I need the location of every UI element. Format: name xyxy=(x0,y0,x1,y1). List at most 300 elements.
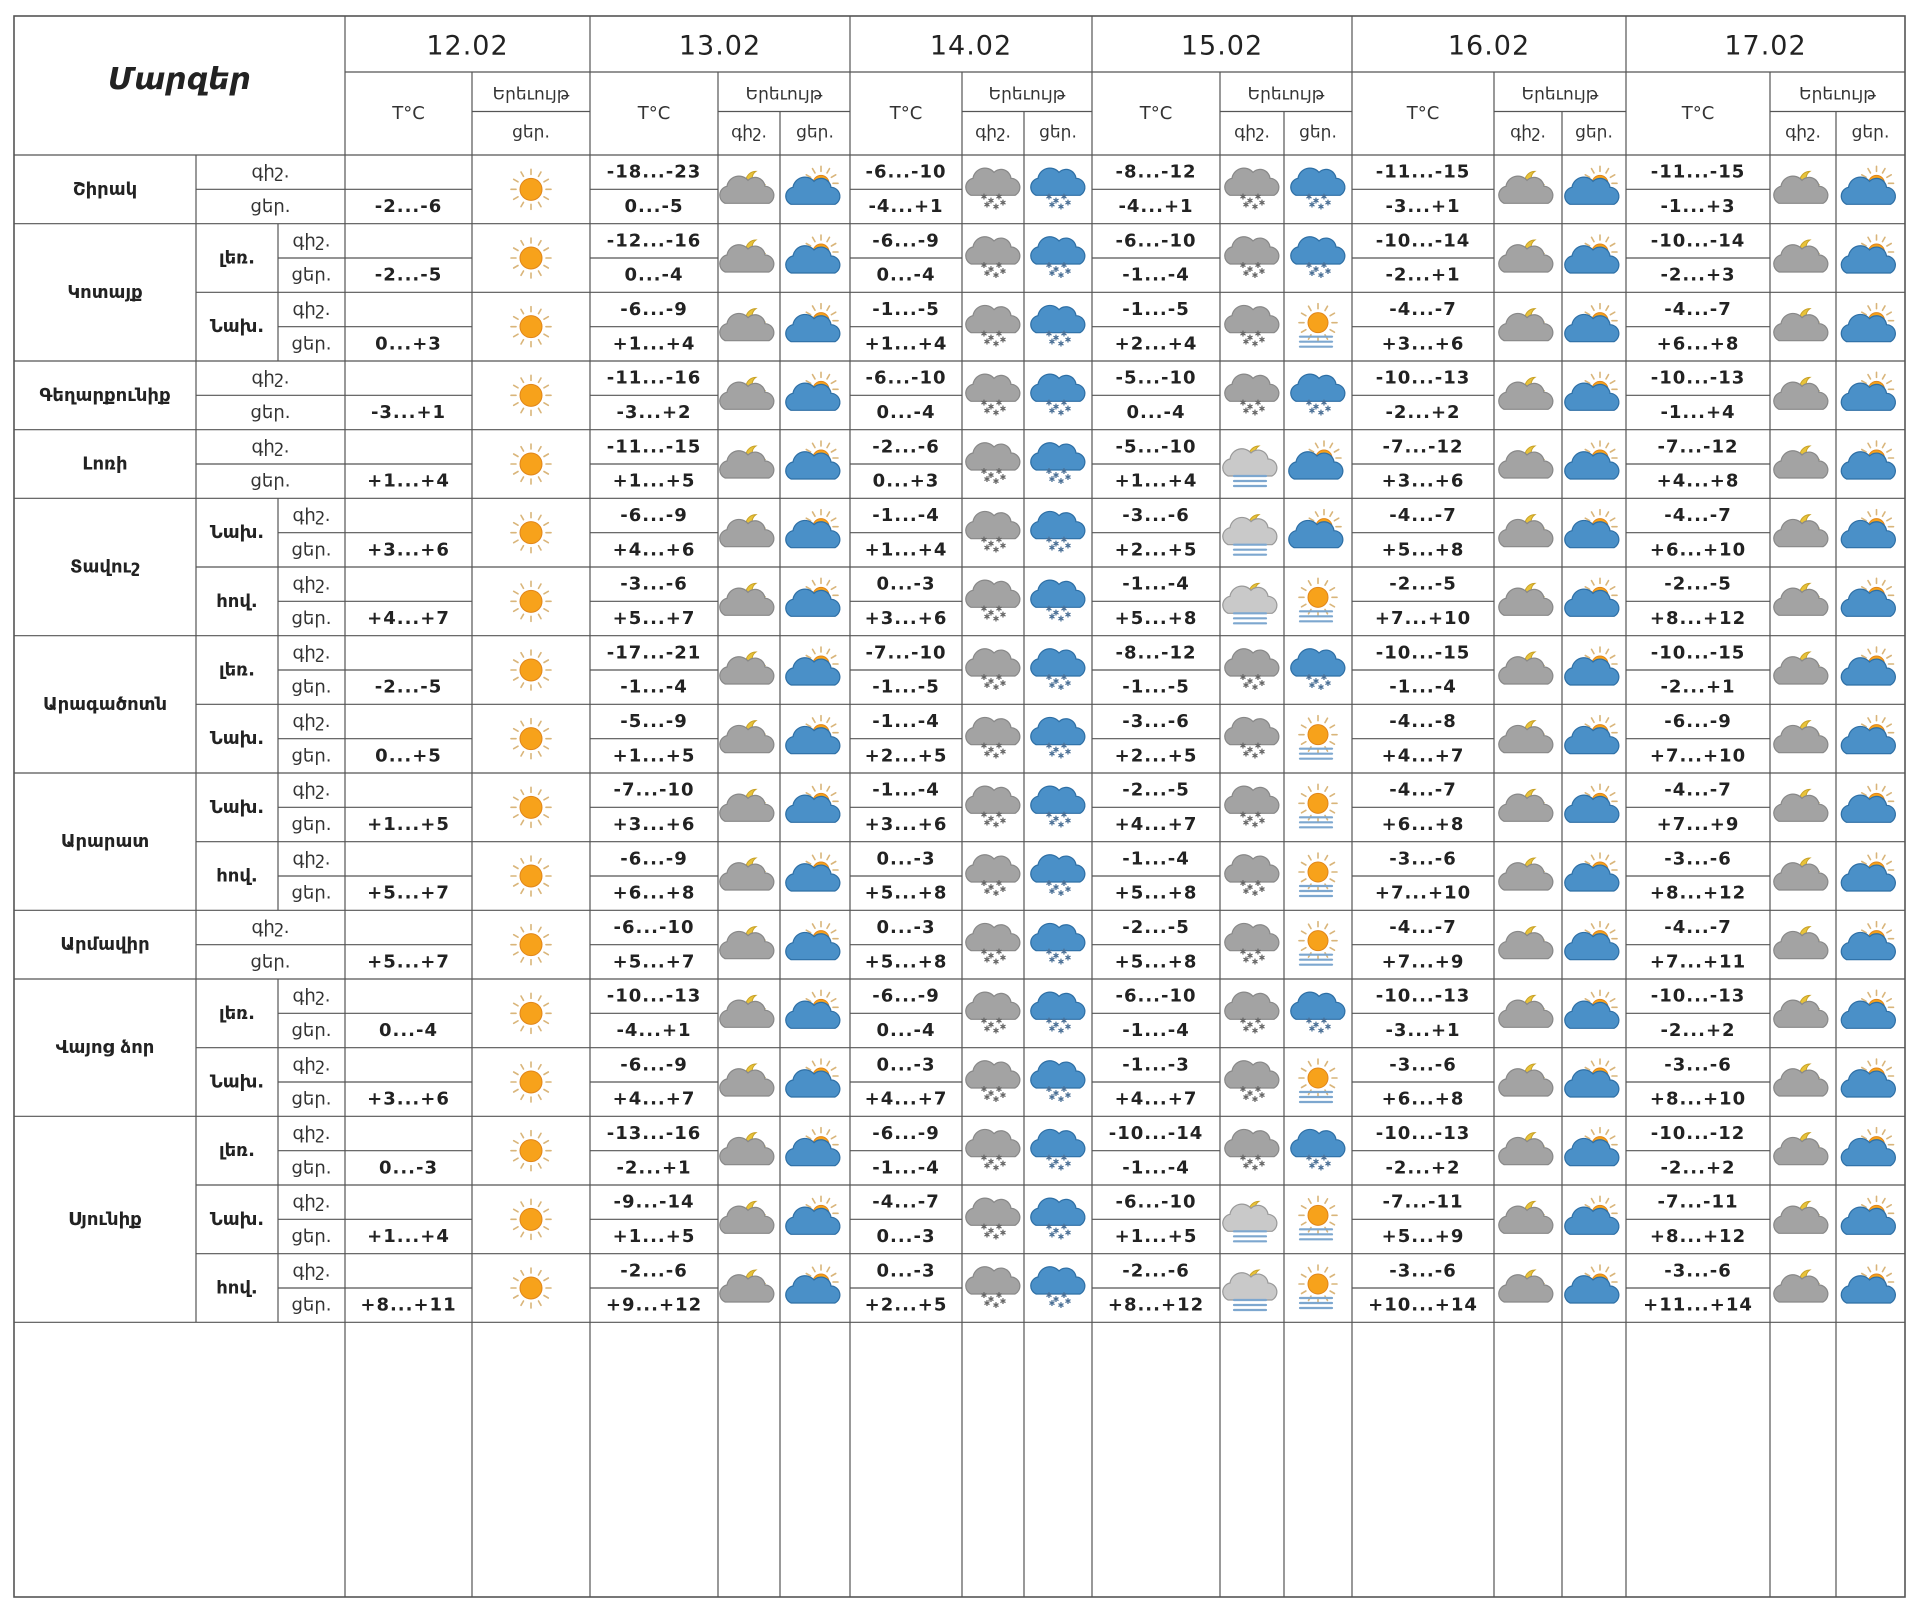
day-temperature: +5...+7 xyxy=(612,951,696,973)
day-temperature: +5...+7 xyxy=(367,882,450,904)
sun-ray xyxy=(1887,312,1891,315)
region-name: Լոռի xyxy=(82,453,128,475)
day-temperature: +6...+8 xyxy=(1381,814,1465,835)
sun-ray xyxy=(1302,931,1306,934)
snowflake: ✱ xyxy=(987,1089,995,1098)
sun-ray xyxy=(831,862,835,865)
sun-ray xyxy=(1592,924,1595,928)
sun-ray xyxy=(831,930,835,933)
day-temperature: +6...+8 xyxy=(612,882,696,904)
sun-icon xyxy=(511,993,551,1033)
day-temperature: +1...+4 xyxy=(864,333,948,355)
date-header: 15.02 xyxy=(1180,30,1264,62)
sun-ray xyxy=(539,721,542,725)
day-label: ցեր. xyxy=(291,264,332,286)
cloud-moon-icon xyxy=(1499,1133,1553,1165)
sun-ray xyxy=(1592,855,1595,859)
snowflake: ✱ xyxy=(1045,1016,1053,1026)
snowflake: ✱ xyxy=(1052,333,1060,343)
day-label: ցեր. xyxy=(291,539,332,561)
cloud-sun-icon xyxy=(1841,784,1895,822)
cloud-sun-icon xyxy=(1841,166,1895,204)
night-temperature: 0...-3 xyxy=(876,573,936,595)
day-temperature: +9...+12 xyxy=(605,1294,703,1316)
snowflake: ✱ xyxy=(1239,741,1247,751)
sun-ray xyxy=(514,472,518,475)
snowflake: ✱ xyxy=(1251,889,1259,898)
sun-icon xyxy=(511,1268,551,1308)
day-temperature: +2...+5 xyxy=(864,745,948,767)
sun-ray xyxy=(544,952,548,955)
sun-ray xyxy=(514,540,518,543)
sun-fog-icon xyxy=(1299,578,1337,621)
snowflake: ✱ xyxy=(1057,1026,1065,1036)
night-temperature: -10...-15 xyxy=(1375,642,1471,664)
day-temperature: +6...+10 xyxy=(1649,539,1747,561)
day-temperature: +3...+6 xyxy=(367,539,450,561)
cloud-moon-icon xyxy=(1774,446,1828,478)
day-temperature: +8...+10 xyxy=(1649,1088,1747,1110)
day-temperature: +4...+8 xyxy=(1656,470,1740,492)
snowflake: ✱ xyxy=(992,1026,1000,1036)
day-temperature: +10...+14 xyxy=(1368,1294,1478,1316)
snowflake: ✱ xyxy=(995,810,1003,820)
cloud-sun-icon xyxy=(1565,441,1619,479)
sun-ray xyxy=(1592,1267,1595,1271)
snowflake: ✱ xyxy=(1324,267,1332,276)
snowflake: ✱ xyxy=(980,1085,988,1094)
sun-ray xyxy=(1868,375,1871,379)
snowflake: ✱ xyxy=(1305,398,1313,408)
cloud-sun-icon xyxy=(786,922,840,960)
cloud-snow-icon xyxy=(1225,717,1279,760)
cloud-snow-blue-icon xyxy=(1031,305,1085,348)
temp-header: T°C xyxy=(637,103,671,124)
snowflake: ✱ xyxy=(1320,398,1328,408)
cloud-sun-icon xyxy=(1565,235,1619,273)
night-temperature: -4...-7 xyxy=(1664,299,1732,320)
snowflake: ✱ xyxy=(1064,885,1072,894)
night-temperature: -7...-11 xyxy=(1657,1191,1739,1213)
zone-label: լեռ. xyxy=(219,659,255,681)
sun-ray xyxy=(1334,518,1338,521)
sun-ray xyxy=(827,581,830,585)
snowflake: ✱ xyxy=(1312,677,1320,686)
sun-ray xyxy=(1883,375,1886,379)
sun-icon xyxy=(511,169,551,209)
day-temperature: +8...+12 xyxy=(1649,1226,1747,1247)
snowflake: ✱ xyxy=(1048,269,1056,278)
night-temperature: -7...-10 xyxy=(865,642,947,664)
cloud-shape xyxy=(1565,1070,1619,1097)
snowflake: ✱ xyxy=(1045,535,1053,545)
cloud-snow-icon xyxy=(966,1129,1020,1172)
night-label: գիշ. xyxy=(292,1054,331,1076)
cloud-shape xyxy=(1225,855,1279,882)
cloud-shape xyxy=(966,1061,1020,1088)
day-label: ցեր. xyxy=(291,745,332,767)
night-temperature: -13...-16 xyxy=(606,1123,702,1144)
snowflake: ✱ xyxy=(992,271,1000,280)
snowflake: ✱ xyxy=(1064,1159,1072,1169)
night-temperature: -3...-6 xyxy=(1664,848,1732,870)
snowflake: ✱ xyxy=(995,673,1003,682)
night-temperature: -10...-13 xyxy=(1375,1123,1471,1144)
sun-ray xyxy=(1610,244,1614,247)
cloud-sun-icon xyxy=(1565,510,1619,548)
sun-ray xyxy=(521,241,524,245)
snowflake: ✱ xyxy=(1048,406,1056,416)
snowflake: ✱ xyxy=(1246,1157,1254,1167)
snowflake: ✱ xyxy=(1045,261,1053,270)
sun-ray xyxy=(514,248,518,251)
sun-ray xyxy=(1592,1061,1595,1065)
cloud-shape xyxy=(1031,649,1085,676)
snowflake: ✱ xyxy=(992,1095,1000,1104)
snowflake: ✱ xyxy=(995,1222,1003,1232)
snowflake: ✱ xyxy=(983,955,991,965)
sun-ray xyxy=(544,660,548,663)
sun-disc xyxy=(1308,793,1328,813)
snowflake: ✱ xyxy=(1057,1301,1065,1310)
cloud-shape xyxy=(1841,1070,1895,1097)
cloud-shape xyxy=(720,382,774,409)
sun-ray xyxy=(1606,924,1609,928)
zone-label: հով. xyxy=(216,865,258,887)
sun-ray xyxy=(1887,1068,1891,1071)
snowflake: ✱ xyxy=(1060,741,1068,751)
snowflake: ✱ xyxy=(995,535,1003,545)
sun-ray xyxy=(831,999,835,1002)
sun-ray xyxy=(539,790,542,794)
snowflake: ✱ xyxy=(1060,261,1068,270)
snowflake: ✱ xyxy=(1258,1159,1266,1169)
day-temperature: +1...+4 xyxy=(864,539,948,561)
cloud-snow-icon xyxy=(1225,374,1279,417)
sun-ray xyxy=(813,855,816,859)
snowflake: ✱ xyxy=(987,608,995,618)
sun-ray xyxy=(1592,649,1595,653)
snowflake: ✱ xyxy=(1317,202,1325,212)
snowflake: ✱ xyxy=(987,402,995,412)
snowflake: ✱ xyxy=(1324,1159,1332,1169)
cloud-moon-fog-icon xyxy=(1223,515,1277,555)
cloud-shape xyxy=(966,580,1020,607)
sun-ray xyxy=(1868,649,1871,653)
cloud-shape xyxy=(786,1001,840,1028)
cloud-moon-icon xyxy=(1499,789,1553,821)
cloud-shape xyxy=(1031,511,1085,538)
cloud-shape xyxy=(1841,1001,1895,1028)
cloud-snow-blue-icon xyxy=(1031,786,1085,829)
cloud-shape xyxy=(966,855,1020,882)
snowflake: ✱ xyxy=(992,202,1000,212)
cloud-sun-icon xyxy=(786,1265,840,1303)
sun-ray xyxy=(813,787,816,791)
snowflake: ✱ xyxy=(995,741,1003,751)
day-temperature: +1...+5 xyxy=(612,470,696,492)
night-subheader: գիշ. xyxy=(1510,122,1546,143)
cloud-snow-blue-icon xyxy=(1031,1198,1085,1241)
day-temperature: +4...+7 xyxy=(367,608,450,629)
sun-ray xyxy=(1592,306,1595,310)
sun-ray xyxy=(1309,1268,1312,1272)
snowflake: ✱ xyxy=(980,467,988,476)
snowflake: ✱ xyxy=(992,408,1000,418)
day-temperature: +8...+12 xyxy=(1107,1294,1205,1316)
snowflake: ✱ xyxy=(1251,683,1259,692)
sun-ray xyxy=(813,306,816,310)
sun-ray xyxy=(813,924,816,928)
snowflake: ✱ xyxy=(1048,1230,1056,1240)
day-temperature: -1...-4 xyxy=(1122,264,1190,286)
snowflake: ✱ xyxy=(987,539,995,549)
snowflake: ✱ xyxy=(999,473,1007,482)
sun-ray xyxy=(827,1199,830,1203)
snowflake: ✱ xyxy=(999,1022,1007,1032)
snowflake: ✱ xyxy=(1258,747,1266,757)
cloud-snow-icon xyxy=(966,443,1020,486)
sun-disc xyxy=(1308,931,1328,951)
snowflake: ✱ xyxy=(1064,816,1072,826)
cloud-sun-icon xyxy=(1565,372,1619,410)
cloud-moon-icon xyxy=(1499,721,1553,753)
sun-ray xyxy=(1868,1130,1871,1134)
sun-ray xyxy=(1868,855,1871,859)
temp-header: T°C xyxy=(889,103,923,124)
sun-ray xyxy=(521,1095,524,1099)
zone-label: լեռ. xyxy=(219,1002,255,1024)
snowflake: ✱ xyxy=(1258,1091,1266,1100)
cloud-shape xyxy=(1031,1198,1085,1225)
cloud-shape xyxy=(1774,245,1828,272)
sun-ray xyxy=(521,477,524,481)
night-temperature: -5...-9 xyxy=(620,711,688,732)
snowflake: ✱ xyxy=(1060,673,1068,682)
snowflake: ✱ xyxy=(1258,335,1266,345)
snowflake: ✱ xyxy=(1254,879,1262,888)
sun-ray xyxy=(521,790,524,794)
day-temperature: +8...+12 xyxy=(1649,608,1747,629)
cloud-moon-icon xyxy=(1774,1133,1828,1165)
sun-ray xyxy=(521,309,524,313)
snowflake: ✱ xyxy=(987,1226,995,1236)
cloud-shape xyxy=(1225,649,1279,676)
sun-ray xyxy=(1606,993,1609,997)
day-temperature: +3...+6 xyxy=(1381,470,1465,492)
snowflake: ✱ xyxy=(1246,1020,1254,1030)
day-temperature: -1...+4 xyxy=(1660,402,1736,423)
night-temperature: -6...-9 xyxy=(872,230,940,252)
sun-ray xyxy=(1887,1205,1891,1208)
cloud-snow-icon xyxy=(966,1267,1020,1310)
sun-ray xyxy=(539,271,542,275)
sun-ray xyxy=(1887,999,1891,1002)
cloud-sun-icon xyxy=(1565,784,1619,822)
sun-ray xyxy=(1302,863,1306,866)
night-temperature: -10...-13 xyxy=(1650,985,1746,1007)
sun-ray xyxy=(539,1026,542,1030)
night-label: գիշ. xyxy=(292,779,331,801)
snowflake: ✱ xyxy=(992,889,1000,898)
sun-ray xyxy=(1325,1062,1328,1066)
snowflake: ✱ xyxy=(980,398,988,408)
night-temperature: -3...-6 xyxy=(620,573,688,595)
sun-ray xyxy=(1330,931,1334,934)
night-temperature: -6...-9 xyxy=(1664,711,1732,732)
night-temperature: -6...-9 xyxy=(620,505,688,526)
cloud-shape xyxy=(720,176,774,203)
sun-ray xyxy=(813,649,816,653)
sun-ray xyxy=(521,1271,524,1275)
cloud-moon-icon xyxy=(720,652,774,684)
day-temperature: -1...-5 xyxy=(1122,676,1190,698)
cloud-shape xyxy=(1499,794,1553,821)
snowflake: ✱ xyxy=(1258,953,1266,963)
snowflake: ✱ xyxy=(1254,398,1262,408)
day-label: ցեր. xyxy=(250,951,291,973)
cloud-shape xyxy=(1499,1137,1553,1164)
sun-ray xyxy=(1606,237,1609,241)
sun-ray xyxy=(1309,787,1312,791)
snowflake: ✱ xyxy=(1254,741,1262,751)
snowflake: ✱ xyxy=(1312,196,1320,206)
night-temperature: -3...-6 xyxy=(1389,1054,1457,1076)
sun-ray xyxy=(521,1026,524,1030)
snowflake: ✱ xyxy=(1048,543,1056,553)
night-temperature: 0...-3 xyxy=(876,1260,936,1282)
day-temperature: -4...+1 xyxy=(868,196,944,217)
date-header: 17.02 xyxy=(1724,30,1807,62)
night-temperature: -3...-6 xyxy=(1122,711,1190,732)
night-temperature: -6...-10 xyxy=(1115,985,1197,1007)
day-temperature: +2...+4 xyxy=(1114,333,1198,355)
snowflake: ✱ xyxy=(1242,955,1250,965)
snowflake: ✱ xyxy=(1064,1228,1072,1238)
day-temperature: -2...+2 xyxy=(1385,1157,1461,1179)
sun-ray xyxy=(544,1296,548,1299)
sun-ray xyxy=(539,546,542,550)
day-temperature: +5...+8 xyxy=(1114,608,1198,629)
cloud-moon-fog-icon xyxy=(1223,583,1277,623)
cloud-moon-icon xyxy=(1499,1201,1553,1233)
cloud-shape xyxy=(1499,725,1553,752)
day-label: ցեր. xyxy=(291,1088,332,1110)
cloud-snow-icon xyxy=(1225,786,1279,829)
cloud-shape xyxy=(1565,246,1619,273)
sun-ray xyxy=(544,678,548,681)
night-temperature: -1...-4 xyxy=(872,711,940,732)
sun-ray xyxy=(521,820,524,824)
sun-ray xyxy=(544,1158,548,1161)
cloud-snow-icon xyxy=(966,923,1020,966)
snowflake: ✱ xyxy=(987,745,995,755)
night-temperature: -10...-14 xyxy=(1108,1123,1204,1144)
snowflake: ✱ xyxy=(1258,198,1266,208)
sun-ray xyxy=(1887,793,1891,796)
cloud-shape xyxy=(1031,786,1085,813)
sun-ray xyxy=(827,787,830,791)
cloud-moon-icon xyxy=(720,515,774,547)
night-label: գիշ. xyxy=(292,299,331,320)
sun-ray xyxy=(1610,587,1614,590)
cloud-moon-icon xyxy=(1499,927,1553,959)
day-temperature: +1...+4 xyxy=(367,470,450,492)
snowflake: ✱ xyxy=(1052,402,1060,412)
snowflake: ✱ xyxy=(1320,1153,1328,1163)
cloud-snow-blue-icon xyxy=(1031,443,1085,486)
region-name: Գեղարքունիք xyxy=(39,384,171,406)
sun-icon xyxy=(511,1131,551,1171)
snowflake: ✱ xyxy=(1242,749,1250,759)
snowflake: ✱ xyxy=(1064,1091,1072,1100)
snowflake: ✱ xyxy=(980,879,988,888)
snowflake: ✱ xyxy=(1242,269,1250,278)
sun-ray xyxy=(1330,1275,1334,1278)
cloud-shape xyxy=(1223,449,1277,476)
sun-ray xyxy=(1868,581,1871,585)
cloud-shape xyxy=(1774,451,1828,478)
snowflake: ✱ xyxy=(983,406,991,416)
date-header: 14.02 xyxy=(929,30,1013,62)
cloud-snow-blue-icon xyxy=(1031,237,1085,280)
cloud-sun-icon xyxy=(1565,922,1619,960)
day-temperature: -1...-4 xyxy=(1389,676,1457,698)
sun-ray xyxy=(1883,649,1886,653)
sun-disc xyxy=(520,590,542,612)
snowflake: ✱ xyxy=(987,196,995,206)
day-temperature: -1...-5 xyxy=(872,676,940,698)
snowflake: ✱ xyxy=(1052,745,1060,755)
sun-ray xyxy=(813,993,816,997)
snowflake: ✱ xyxy=(1064,679,1072,688)
cloud-shape xyxy=(1225,923,1279,950)
phenomenon-header: Երեւույթ xyxy=(1247,84,1325,105)
night-temperature: -4...-7 xyxy=(1664,505,1732,526)
sun-disc xyxy=(520,453,542,475)
cloud-snow-icon xyxy=(1225,649,1279,692)
snowflake: ✱ xyxy=(1064,267,1072,276)
cloud-shape xyxy=(720,1206,774,1233)
cloud-snow-icon xyxy=(966,237,1020,280)
cloud-shape xyxy=(1031,374,1085,401)
day-temperature: +1...+5 xyxy=(367,814,450,835)
region-name: Տավուշ xyxy=(70,556,140,578)
cloud-sun-icon xyxy=(1841,1128,1895,1166)
sun-icon xyxy=(511,650,551,690)
cloud-shape xyxy=(720,657,774,684)
cloud-shape xyxy=(1841,795,1895,822)
cloud-shape xyxy=(1774,657,1828,684)
cloud-shape xyxy=(1223,517,1277,544)
cloud-shape xyxy=(786,1138,840,1165)
sun-ray xyxy=(1592,443,1595,447)
zone-label: Նախ. xyxy=(209,728,265,750)
snowflake: ✱ xyxy=(1305,1016,1313,1026)
day-temperature: 0...+3 xyxy=(872,470,940,492)
night-temperature: -6...-9 xyxy=(872,985,940,1007)
sun-ray xyxy=(521,653,524,657)
cloud-snow-icon xyxy=(1225,923,1279,966)
cloud-shape xyxy=(1841,383,1895,410)
sun-disc xyxy=(520,1140,542,1162)
sun-ray xyxy=(1302,1069,1306,1072)
sun-ray xyxy=(521,1232,524,1236)
cloud-snow-icon xyxy=(966,717,1020,760)
snowflake: ✱ xyxy=(1254,947,1262,957)
sun-ray xyxy=(514,609,518,612)
cloud-moon-icon xyxy=(720,171,774,203)
